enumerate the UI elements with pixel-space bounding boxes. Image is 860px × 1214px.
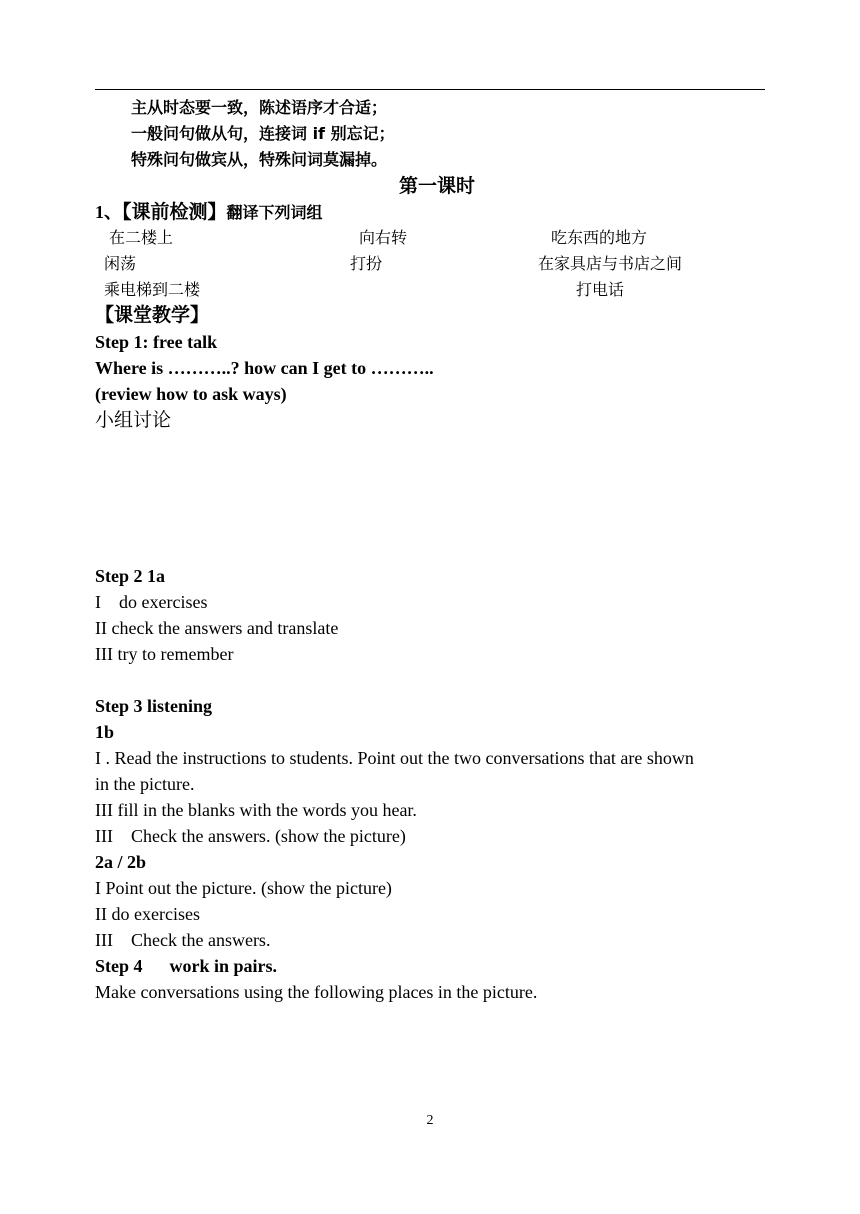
step3-sub-1b: 1b xyxy=(95,722,115,742)
phrase-2-3: 在家具店与书店之间 xyxy=(538,254,683,273)
step2-item-3: III try to remember xyxy=(95,644,234,664)
group-discussion: 小组讨论 xyxy=(95,409,172,431)
step3-1b-item-3: III Check the answers. (show the picture) xyxy=(95,826,406,846)
pretest-number: 1、 xyxy=(95,202,122,222)
step3-1b-item-1: I . Read the instructions to students. Point out the two conversations that are shown xyxy=(95,748,694,768)
step3-2a-item-3: III Check the answers. xyxy=(95,930,271,950)
rhyme-line-2: 一般问句做从句，连接词 if 别忘记； xyxy=(131,124,395,143)
pretest-title: 【课前检测】 xyxy=(122,201,227,223)
step4-line: Make conversations using the following places in the picture. xyxy=(95,982,538,1002)
step2-title: Step 2 1a xyxy=(95,566,166,586)
phrase-1-1: 在二楼上 xyxy=(109,228,174,247)
step1-line-2: (review how to ask ways) xyxy=(95,384,287,404)
rhyme-line-3: 特殊问句做宾从，特殊问词莫漏掉。 xyxy=(131,150,388,169)
phrase-1-3: 吃东西的地方 xyxy=(551,228,648,247)
rhyme-line-1: 主从时态要一致，陈述语序才合适； xyxy=(131,98,388,117)
phrase-3-2: 打电话 xyxy=(576,280,625,299)
step1-line-1: Where is ………..? how can I get to ……….. xyxy=(95,358,434,378)
classroom-heading: 【课堂教学】 xyxy=(95,304,210,326)
step2-item-2: II check the answers and translate xyxy=(95,618,339,638)
step3-sub-2a2b: 2a / 2b xyxy=(95,852,147,872)
step3-2a-item-2: II do exercises xyxy=(95,904,200,924)
step3-title: Step 3 listening xyxy=(95,696,213,716)
phrase-1-2: 向右转 xyxy=(359,228,408,247)
page-number: 2 xyxy=(426,1113,434,1128)
step2-item-1: I do exercises xyxy=(95,592,208,612)
phrase-3-1: 乘电梯到二楼 xyxy=(104,280,201,299)
pretest-instruction: 翻译下列词组 xyxy=(226,203,323,222)
lesson-title: 第一课时 xyxy=(399,175,476,197)
header-rule xyxy=(95,89,765,90)
phrase-2-1: 闲荡 xyxy=(104,254,137,273)
step3-2a-item-1: I Point out the picture. (show the picture) xyxy=(95,878,392,898)
step3-1b-item-2: III fill in the blanks with the words you hear. xyxy=(95,800,417,820)
step3-1b-item-1-cont: in the picture. xyxy=(95,774,195,794)
phrase-2-2: 打扮 xyxy=(350,254,383,273)
pretest-heading xyxy=(95,201,323,224)
step4-title: Step 4 work in pairs. xyxy=(95,956,278,976)
step1-title: Step 1: free talk xyxy=(95,332,218,352)
